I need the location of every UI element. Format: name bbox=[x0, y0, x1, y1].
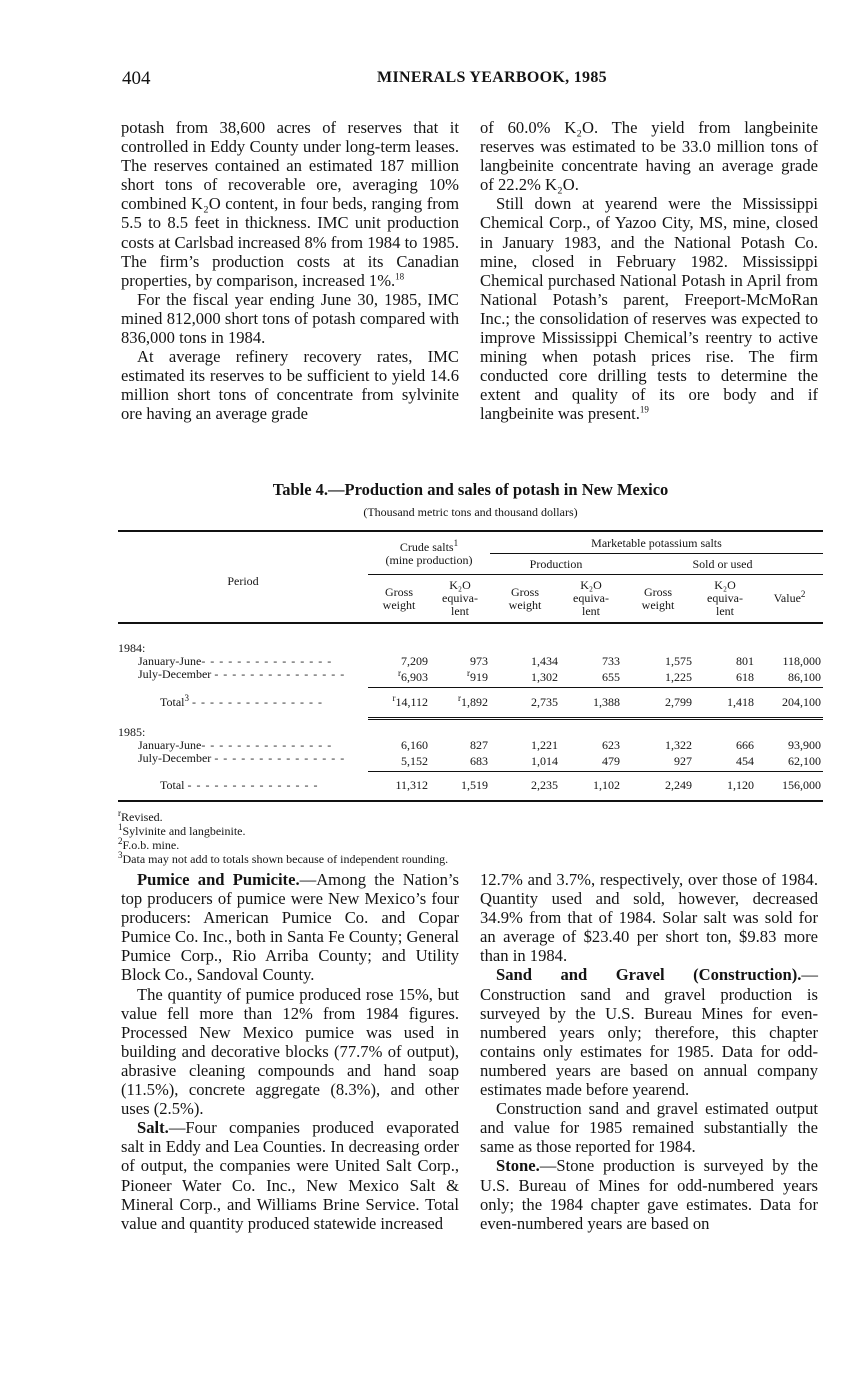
cell: 204,100 bbox=[756, 687, 823, 718]
cell-value: 14,112 bbox=[395, 694, 428, 709]
paragraph: At average refinery recovery rates, IMC estimated its reserves to be sufficient to yield 14.6 million short tons of concentrate from sylvinite ore having an average grade bbox=[121, 347, 459, 424]
leader-dots: - - - - - - - - - - - - - - - bbox=[201, 654, 333, 668]
cell: 683 bbox=[470, 753, 488, 768]
paragraph: 12.7% and 3.7%, respectively, over those of 1984. Quantity used and sold, however, decreased 34.9% from that of 1984. Solar salt was sold for an average of $23.40 per short ton, $9.83 more than in 1984. bbox=[480, 870, 818, 966]
cell: 7,209 bbox=[401, 654, 428, 668]
table-title: Table 4.—Production and sales of potash in New Mexico bbox=[272, 480, 669, 499]
paragraph: of 60.0% K₂O. The yield from langbeinite reserves was estimated to be 33.0 million tons of langbeinite concentrate having an average grade of 22.2% K₂O. bbox=[480, 118, 818, 195]
table-row bbox=[118, 752, 823, 771]
cell: 2,249 bbox=[622, 771, 694, 801]
table-4 bbox=[118, 480, 823, 866]
footnote-text: Revised. bbox=[121, 810, 163, 824]
cell: 1,120 bbox=[694, 771, 756, 801]
cell: 1,575 bbox=[665, 654, 692, 668]
year-label: 1984: bbox=[118, 641, 146, 655]
col-header-prod-gross: Gross weight bbox=[508, 584, 542, 612]
cell bbox=[368, 687, 430, 718]
col-header-production: Production bbox=[490, 554, 622, 575]
col-header-prod-k2o: K₂O equiva- lent bbox=[573, 578, 609, 618]
table-row-total bbox=[118, 687, 823, 718]
paragraph: For the fiscal year ending June 30, 1985, IMC mined 812,000 short tons of potash compared with 836,000 tons in 1984. bbox=[121, 289, 459, 348]
cell: 2,735 bbox=[490, 687, 560, 718]
cell: 623 bbox=[602, 738, 620, 752]
col-header-sold-or-used: Sold or used bbox=[622, 554, 823, 575]
paragraph-text: —Among the Nation’s top producers of pumice were New Mexico’s four producers: American Pumice Co. and Copar Pumice Co. Inc., both in Santa Fe County; General Pumice Corp., Rio Arriba County; and Utility Block Co., Sandoval County. bbox=[121, 870, 459, 985]
cell-value: 1,892 bbox=[461, 694, 488, 709]
cell: 1,388 bbox=[560, 687, 622, 718]
footnote bbox=[118, 852, 823, 866]
revised-mark: r bbox=[398, 667, 401, 678]
footnote-mark: 2 bbox=[118, 836, 123, 846]
cell bbox=[368, 668, 430, 687]
cell: 1,434 bbox=[531, 654, 558, 668]
cell: 6,160 bbox=[401, 738, 428, 752]
col-header-value bbox=[756, 575, 823, 624]
cell: 1,519 bbox=[430, 771, 490, 801]
cell: 733 bbox=[602, 654, 620, 668]
paragraph: The quantity of pumice produced rose 15%, but value fell more than 12% from 1984 figures. Processed New Mexico pumice was used in building and decorative blocks (77.7% of output), abrasive cleaning compounds and hand soap (11.5%), concrete aggregate (8.3%), and other uses (2.5%). bbox=[121, 984, 459, 1119]
row-label bbox=[118, 771, 368, 801]
cell: 2,235 bbox=[490, 771, 560, 801]
cell: 1,014 bbox=[531, 753, 558, 768]
header-text: (mine production) bbox=[385, 553, 473, 567]
footnote-ref: 3 bbox=[184, 693, 189, 703]
period-text: January-June bbox=[138, 654, 202, 668]
leader-dots: - - - - - - - - - - - - - - - bbox=[214, 751, 346, 765]
text-column-bottom-left bbox=[121, 870, 459, 1233]
text-column-top-right bbox=[480, 118, 818, 424]
paragraph-text: —Stone production is surveyed by the U.S. Bureau of Mines for odd-numbered years only; the 1984 chapter gave estimates. Data for even-numbered years are based on bbox=[480, 1156, 818, 1233]
cell: 1,418 bbox=[694, 687, 756, 718]
row-label bbox=[118, 752, 368, 771]
footnote-mark: r bbox=[118, 808, 121, 818]
section-heading-salt: Salt. bbox=[137, 1118, 169, 1138]
revised-mark: r bbox=[458, 692, 461, 703]
potash-table bbox=[118, 530, 823, 802]
cell: 62,100 bbox=[788, 753, 821, 768]
footnote-ref: 18 bbox=[395, 271, 405, 282]
year-label: 1985: bbox=[118, 725, 146, 739]
cell: 655 bbox=[602, 669, 620, 684]
paragraph-text: potash from 38,600 acres of reserves that it controlled in Eddy County under long-term leases. The reserves contained an estimated 187 million short tons of recoverable ore, averaging 10% combined K₂O content, in four beds, ranging from 5.5 to 8.5 feet in thickness. IMC unit production costs at Carlsbad increased 8% from 1984 to 1985. The firm’s production costs at its Canadian properties, by comparison, increased 1%. bbox=[121, 118, 459, 290]
cell: 973 bbox=[470, 654, 488, 668]
table-row-total bbox=[118, 771, 823, 801]
leader-dots: - - - - - - - - - - - - - - - bbox=[187, 778, 319, 792]
col-header-sold-gross: Gross weight bbox=[641, 584, 675, 612]
page-number: 404 bbox=[122, 68, 151, 89]
leader-dots: - - - - - - - - - - - - - - - bbox=[214, 667, 346, 681]
cell: 801 bbox=[736, 654, 754, 668]
table-subtitle: (Thousand metric tons and thousand dollars) bbox=[363, 505, 578, 519]
section-heading-pumice: Pumice and Pumicite. bbox=[137, 870, 300, 889]
paragraph-salt bbox=[121, 1118, 459, 1233]
period-text: Total bbox=[160, 695, 185, 709]
cell-value: 6,903 bbox=[401, 669, 428, 684]
paragraph-pumice bbox=[121, 870, 459, 985]
paragraph bbox=[480, 194, 818, 423]
row-label bbox=[118, 668, 368, 687]
footnote-text: Sylvinite and langbeinite. bbox=[122, 824, 246, 838]
row-label bbox=[118, 687, 368, 718]
section-heading-sand-gravel: Sand and Gravel (Construction). bbox=[496, 965, 802, 985]
cell: 1,225 bbox=[665, 669, 692, 684]
footnote bbox=[118, 824, 823, 838]
revised-mark: r bbox=[392, 692, 396, 703]
cell: 93,900 bbox=[788, 738, 821, 752]
cell: 827 bbox=[470, 738, 488, 752]
cell bbox=[430, 687, 490, 718]
footnote bbox=[118, 838, 823, 852]
paragraph-sand-gravel bbox=[480, 965, 818, 1099]
running-title: MINERALS YEARBOOK, 1985 bbox=[377, 69, 607, 86]
leader-dots: - - - - - - - - - - - - - - - bbox=[201, 738, 333, 752]
col-header-crude-k2o: K₂O equiva- lent bbox=[442, 578, 478, 618]
footnote-mark: 1 bbox=[118, 822, 123, 832]
period-text: Total bbox=[160, 778, 185, 792]
table-row bbox=[118, 668, 823, 687]
col-header-period: Period bbox=[118, 531, 368, 623]
cell: 86,100 bbox=[788, 669, 821, 684]
col-header-crude-gross: Gross weight bbox=[382, 584, 416, 612]
period-text: July-December bbox=[138, 751, 212, 765]
cell: 454 bbox=[736, 753, 754, 768]
paragraph-stone bbox=[480, 1156, 818, 1232]
cell bbox=[430, 668, 490, 687]
text-column-bottom-right bbox=[480, 870, 818, 1233]
header-text: Value bbox=[773, 591, 801, 605]
cell: 5,152 bbox=[401, 753, 428, 768]
cell: 479 bbox=[602, 753, 620, 768]
footnote bbox=[118, 810, 823, 824]
text-column-top-left bbox=[121, 118, 459, 424]
footnote-ref: 2 bbox=[800, 589, 806, 599]
paragraph-text: —Construction sand and gravel production is surveyed by the U.S. Bureau Mines for even-numbered years only; therefore, this chapter contains only estimates for 1985. Data for odd-numbered years are based on annual company estimates made before yearend. bbox=[480, 965, 818, 1100]
paragraph bbox=[121, 118, 459, 290]
cell: 118,000 bbox=[782, 654, 821, 668]
cell: 927 bbox=[674, 753, 692, 768]
footnote-text: F.o.b. mine. bbox=[122, 838, 180, 852]
header-text: Crude salts bbox=[399, 540, 454, 554]
table-footnotes bbox=[118, 810, 823, 866]
cell: 2,799 bbox=[622, 687, 694, 718]
col-header-sold-k2o: K₂O equiva- lent bbox=[707, 578, 743, 618]
section-heading-stone: Stone. bbox=[496, 1156, 540, 1176]
col-header-marketable: Marketable potassium salts bbox=[490, 531, 823, 554]
period-text: July-December bbox=[138, 667, 212, 681]
cell: 1,302 bbox=[531, 669, 558, 684]
cell-value: 919 bbox=[470, 669, 488, 684]
page-header bbox=[122, 68, 822, 92]
footnote-ref: 19 bbox=[639, 404, 649, 415]
cell: 666 bbox=[736, 738, 754, 752]
footnote-mark: 3 bbox=[118, 850, 123, 860]
cell: 1,102 bbox=[560, 771, 622, 801]
revised-mark: r bbox=[467, 667, 470, 678]
leader-dots: - - - - - - - - - - - - - - - bbox=[192, 695, 323, 709]
cell: 11,312 bbox=[368, 771, 430, 801]
cell: 618 bbox=[736, 669, 754, 684]
cell: 1,221 bbox=[531, 738, 558, 752]
paragraph: Construction sand and gravel estimated output and value for 1985 remained substantially the same as those reported for 1984. bbox=[480, 1099, 818, 1157]
paragraph-text: —Four companies produced evaporated salt in Eddy and Lea Counties. In decreasing order of output, the companies were United Salt Corp., Pioneer Water Co. Inc., New Mexico Salt & Mineral Corp., and Williams Brine Service. Total value and quantity produced statewide increased bbox=[121, 1118, 459, 1233]
footnote-ref: 1 bbox=[453, 538, 459, 548]
period-text: January-June bbox=[138, 738, 202, 752]
cell: 156,000 bbox=[756, 771, 823, 801]
footnote-text: Data may not add to totals shown because of independent rounding. bbox=[122, 852, 449, 866]
cell: 1,322 bbox=[665, 738, 692, 752]
col-header-crude-salts bbox=[368, 531, 490, 575]
paragraph-text: Still down at yearend were the Mississippi Chemical Corp., of Yazoo City, MS, mine, closed in January 1983, and the National Potash Co. mine, closed in February 1982. Mississippi Chemical purchased National Potash in April from National Potash’s parent, Freeport-McMoRan Inc.; the consolidation of reserves was expected to improve Mississippi Chemical’s reentry to active mining when potash prices rise. The firm conducted core drilling tests to determine the extent and quality of its ore body and if langbeinite was present. bbox=[480, 194, 818, 424]
